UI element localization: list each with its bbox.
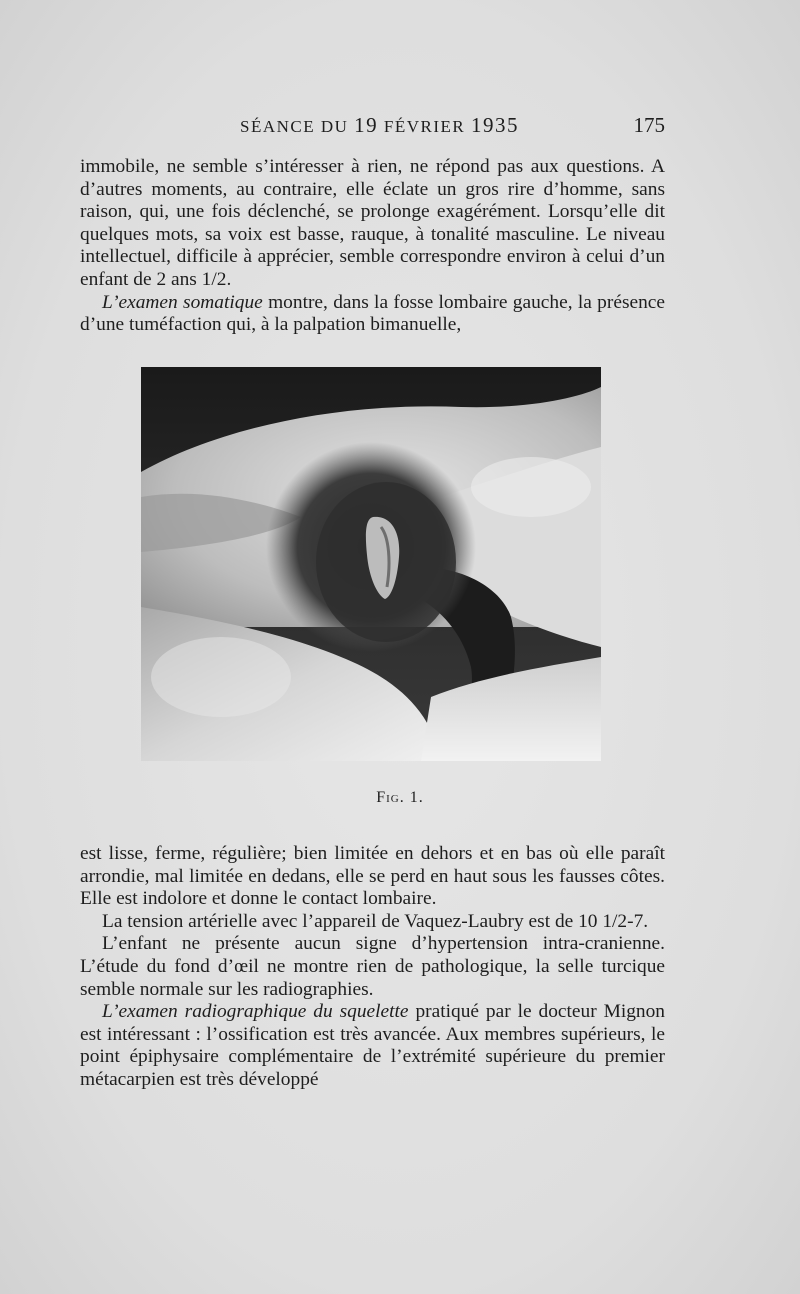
paragraph: L’enfant ne présente aucun signe d’hypertension intra-cranienne. L’étude du fond d’œil ne montre rien de pathologique, la selle turcique semble normale sur les radiographies. — [80, 933, 665, 1000]
running-head-pre: SÉANCE DU — [240, 117, 355, 136]
text-block-bottom — [80, 843, 665, 1092]
paragraph-text: montre, dans la fosse lombaire gauche, la présence d’une tuméfaction qui, à la palpation bimanuelle, — [80, 291, 665, 336]
italic-phrase: L’examen somatique — [102, 291, 263, 313]
caption-number: 1. — [404, 789, 424, 806]
paragraph: est lisse, ferme, régulière; bien limitée en dehors et en bas où elle paraît arrondie, mal limitée en dedans, elle se perd en haut sous les fausses côtes. Elle est indolore et donne le contact lombaire. — [80, 843, 665, 910]
page-number: 175 — [633, 113, 665, 137]
figure-caption — [0, 789, 800, 807]
paragraph — [80, 292, 665, 337]
paragraph-text: pratiqué par le docteur Mignon est intéressant : l’ossification est très avancée. Aux membres supérieurs, le point épiphysaire complémentaire de l’extrémité supérieure du premier métacarpien est très développé — [80, 1001, 665, 1090]
running-head-mid: FÉVRIER — [378, 117, 472, 136]
running-head-day: 19 — [354, 113, 379, 137]
photo-image — [141, 367, 601, 761]
running-head — [240, 113, 519, 138]
paragraph: La tension artérielle avec l’appareil de Vaquez-Laubry est de 10 1/2-7. — [102, 910, 649, 932]
paragraph: immobile, ne semble s’intéresser à rien, ne répond pas aux questions. A d’autres moments, au contraire, elle éclate un gros rire d’homme, sans raison, qui, une fois déclenché, se prolonge exagérément. Lorsqu’elle dit quelques mots, sa voix est basse, rauque, à tonalité masculine. Le niveau intellectuel, difficile à apprécier, semble correspondre environ à celui d’un enfant de 2 ans 1/2. — [80, 156, 665, 290]
italic-phrase: L’examen radiographique du squelette — [102, 1001, 409, 1023]
caption-label: Fig. — [376, 789, 405, 806]
page-header — [80, 113, 665, 143]
figure-photo — [141, 367, 601, 761]
text-block-top — [80, 156, 665, 337]
paragraph — [80, 1001, 665, 1091]
running-head-year: 1935 — [471, 113, 520, 137]
